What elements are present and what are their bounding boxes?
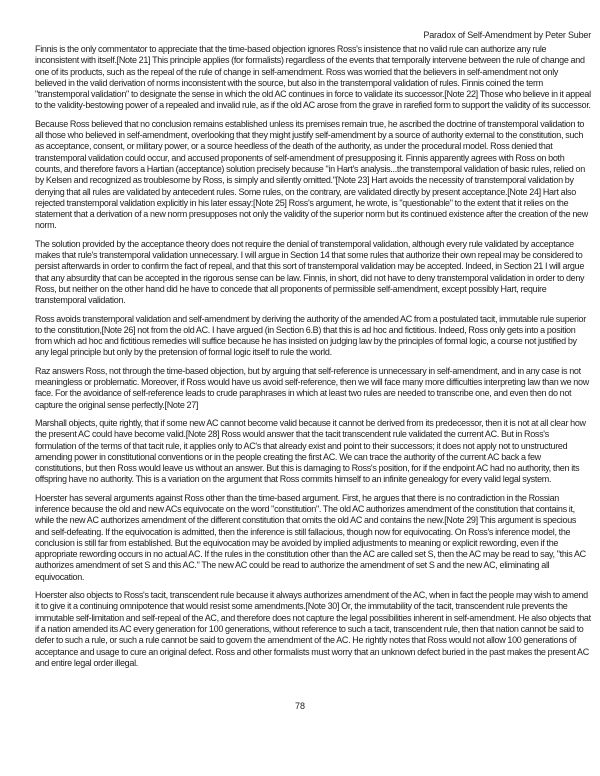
paragraph-6: Marshall objects, quite rightly, that if some new AC cannot become valid because it cannot be derived from its predecessor, then it is not at all clear how the present AC could have become valid.[Note 28] Ross would answer that the tacit transcendent rule validated the current AC. But in Ross's formulation of the terms of that tacit rule, it applies only to AC's that already exist and point to their successors; it does not apply not to unstructured amending power in constitutional conventions or in the people creating the first AC. We can trace the authority of the current AC back a few constitutions, but then Ross would leave us without an answer. But this is damaging to Ross's position, for if the endpoint AC had no authority, then its offspring have no authority. This is a variation on the argument that Ross commits himself to an infinite genealogy for every valid legal system.: [35, 417, 586, 485]
paragraph-4: Ross avoids transtemporal validation and self-amendment by deriving the authority of the amended AC from a postulated tacit, immutable rule superior to the constitution,[Note 26] not from the old AC. I have argued (in Section 6.B) that this is ad hoc and fictitious. Indeed, Ross only gets into a position from which ad hoc and fictitious remedies will suffice because he has insisted on judging law by the principles of formal logic, a course not justified by any legal principle but only by the pretension of formal logic itself to rule the world.: [35, 313, 586, 358]
paragraph-8: Hoerster also objects to Ross's tacit, transcendent rule because it always authorizes amendment of the AC, when in fact the people may wish to amend it to give it a continuing omnipotence that would resist some amendments.[Note 30] Or, the immutability of the tacit, transcendent rule prevents the immutable self-limitation and self-repeal of the AC, and therefore does not capture the legal possibilities inherent in self-amendment. He also objects that if a nation amended its AC every generation for 100 generations, without reference to such a tacit, transcendent rule, then that nation cannot be said to defer to such a rule, or such a rule cannot be said to govern the amendment of the AC. He rightly notes that Ross would not allow 100 generations of acceptance and usage to cure an original defect. Ross and other formalists must worry that an unknown defect buried in the past makes the present AC and entire legal order illegal.: [35, 590, 591, 668]
running-header-title: Paradox of Self-Amendment by Peter Suber: [423, 30, 591, 40]
paragraph-2: Because Ross believed that no conclusion remains established unless its premises remain true, he ascribed the doctrine of transtemporal validation to all those who believed in self-amendment, overlooking that they might justify self-amendment by a source of authority external to the constitution, such as acceptance, consent, or military power, or a source heedless of the death of the authority, as under the procedural model. Ross denied that transtemporal validation could occur, and accused proponents of self-amendment of presupposing it. Finnis apparently agrees with Ross on both counts, and therefore favors a Hartian (acceptance) solution precisely because "in Hart's analysis...the transtemporal validation of basic rules, relied on by Kelsen and recognized as troublesome by Ross, is simply and silently omitted."[Note 23] Hart avoids the necessity of transtemporal validation by denying that all rules are validated by antecedent rules. Some rules, on the contrary, are validated directly by present acceptance.[Note 24] Hart also rejected transtemporal validation explicitly in his later essay:[Note 25] Ross's argument, he wrote, is "questionable" to the extent that it relies on the statement that a derivation of a new norm presupposes not only the validity of the superior norm but its continued existence after the creation of the new norm.: [35, 118, 588, 231]
paragraph-5: Raz answers Ross, not through the time-based objection, but by arguing that self-reference is unnecessary in self-amendment, and in any case is not meaningless or problematic. Moreover, if Ross would have us avoid self-reference, then we will face many more difficulties interpreting law than we now face. For the avoidance of self-reference leads to crude paraphrases in which at least two rules are needed to transcribe one, and even then do not capture the original sense perfectly.[Note 27]: [35, 365, 589, 410]
page-number: 78: [294, 701, 305, 711]
paragraph-3: The solution provided by the acceptance theory does not require the denial of transtemporal validation, although every rule validated by acceptance makes that rule's transtemporal validation unnecessary. I will argue in Section 14 that some rules that authorize their own repeal may be considered to persist afterwards in order to confirm the fact of repeal, and that this sort of transtemporal validation may be accepted. Indeed, in Section 21 I will argue that any absurdity that can be accepted in the rigorous sense can be law. Finnis, in short, did not have to deny transtemporal validation in order to deny Ross, but neither on the other hand did he have to concede that all proponents of permissible self-amendment, except possibly Hart, require transtemporal validation.: [35, 238, 585, 306]
paragraph-7: Hoerster has several arguments against Ross other than the time-based argument. First, he argues that there is no contradiction in the Rossian inference because the old and new ACs equivocate on the word "constitution". The old AC authorizes amendment of the constitution that contains it, while the new AC authorizes amendment of the different constitution that omits the old AC and contains the new.[Note 29] This argument is specious and self-defeating. If the equivocation is admitted, then the inference is still fallacious, though now for equivocating. On Ross's inference model, the conclusion is still far from established. But the equivocation may be avoided by implied adjustments to meaning or explicit rewording, even if the appropriate rewording occurs in no actual AC. If the rules in the constitution other than the AC are called set S, then the AC may be read to say, "this AC authorizes amendment of set S and this AC." The new AC could be read to authorize the amendment of set S and the new AC, eliminating all equivocation.: [35, 492, 586, 582]
document-body: [35, 44, 591, 669]
paragraph-1: Finnis is the only commentator to appreciate that the time-based objection ignores Ross's insistence that no valid rule can authorize any rule inconsistent with itself.[Note 21] This principle applies (for formalists) regardless of the events that temporally intervene between the rule of change and one of its products, such as the repeal of the rule of change in self-amendment. Ross was worried that the believers in self-amendment not only believed in the valid derivation of norms inconsistent with the source, but also in the transtemporal validation of rules. Finnis coined the term "transtemporal validation" to designate the sense in which the old AC continues in force to validate its successor.[Note 22] Those who believe in it appeal to the validity-bestowing power of a repealed and invalid rule, as if the old AC arose from the grave in rarefied form to support the validity of its successor.: [35, 44, 591, 111]
